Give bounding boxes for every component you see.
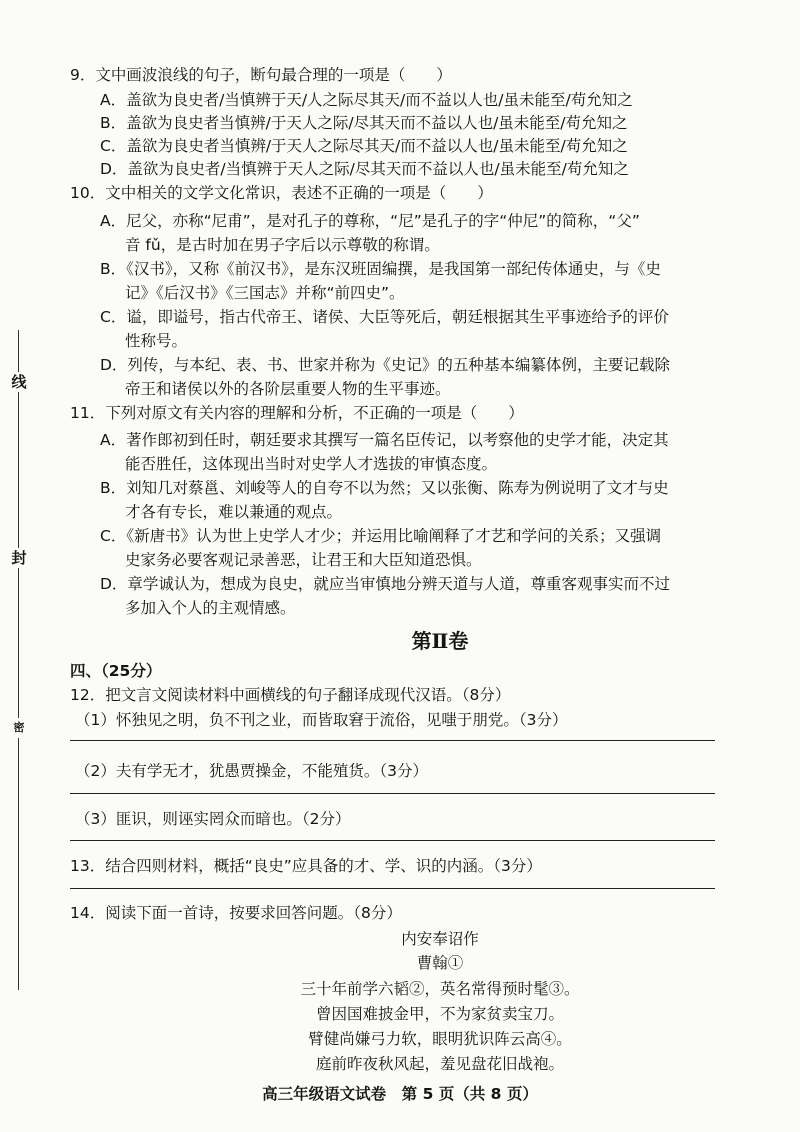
q10-option-d: D．列传，与本纪、表、书、世家并称为《史记》的五种基本编纂体例，主要记载除 <box>100 356 670 374</box>
binding-margin <box>0 0 60 1132</box>
binding-line <box>18 330 19 990</box>
q12-answer-line-3[interactable] <box>70 840 715 841</box>
q10-option-c-cont: 性称号。 <box>125 332 188 350</box>
page-footer: 高三年级语文试卷 第 5 页（共 8 页） <box>262 1085 538 1103</box>
poem-title: 内安奉诏作 <box>401 930 479 948</box>
q12-sentence-3: （3）匪识，则诬实罔众而暗也。（2分） <box>75 810 351 828</box>
q11-option-b-cont: 才各有专长，难以兼通的观点。 <box>125 503 343 521</box>
q12-sentence-1: （1）怀独见之明，负不刊之业，而皆取窘于流俗，见嗤于朋党。（3分） <box>75 711 568 729</box>
q9-stem: 9．文中画波浪线的句子，断句最合理的一项是（ ） <box>70 66 452 84</box>
q9-option-a: A．盖欲为良史者/当慎辨于天/人之际尽其天/而不益以人也/虽未能至/苟允知之 <box>100 91 633 109</box>
q12-sentence-2: （2）夫有学无才，犹愚贾操金，不能殖货。（3分） <box>75 762 428 780</box>
q10-option-d-cont: 帝王和诸侯以外的各阶层重要人物的生平事迹。 <box>125 380 451 398</box>
poem-line-2: 曾因国难披金甲，不为家贫卖宝刀。 <box>315 1005 564 1023</box>
q13-stem: 13．结合四则材料，概括“良史”应具备的才、学、识的内涵。（3分） <box>70 857 542 875</box>
q12-stem: 12．把文言文阅读材料中画横线的句子翻译成现代汉语。（8分） <box>70 686 511 704</box>
margin-mark-xian: 线 <box>9 372 29 392</box>
q10-stem: 10．文中相关的文学文化常识，表述不正确的一项是（ ） <box>70 184 493 202</box>
q10-option-a: A．尼父，亦称“尼甫”，是对孔子的尊称，“尼”是孔子的字“仲尼”的简称，“父” <box>100 212 640 230</box>
q9-option-b: B．盖欲为良史者当慎辨/于天人之际/尽其天而不益以人也/虽未能至/苟允知之 <box>100 114 628 132</box>
q11-option-d-cont: 多加入个人的主观情感。 <box>125 599 296 617</box>
q10-option-a-cont: 音 fǔ，是古时加在男子字后以示尊敬的称谓。 <box>125 236 440 254</box>
q14-stem: 14．阅读下面一首诗，按要求回答问题。（8分） <box>70 904 402 922</box>
q11-stem: 11．下列对原文有关内容的理解和分析，不正确的一项是（ ） <box>70 404 524 422</box>
q11-option-b: B．刘知几对蔡邕、刘峻等人的自夸不以为然；又以张衡、陈寿为例说明了文才与史 <box>100 479 669 497</box>
q11-option-c: C．《新唐书》认为世上史学人才少；并运用比喻阐释了才艺和学问的关系；又强调 <box>100 527 662 545</box>
q9-option-d: D．盖欲为良史者/当慎辨于天人之际/尽其天而不益以人也/虽未能至/苟允知之 <box>100 160 629 178</box>
q11-option-a: A．著作郎初到任时，朝廷要求其撰写一篇名臣传记，以考察他的史学才能，决定其 <box>100 431 669 449</box>
q9-option-c: C．盖欲为良史者当慎辨/于天人之际尽其天/而不益以人也/虽未能至/苟允知之 <box>100 137 628 155</box>
q11-option-d: D．章学诚认为，想成为良史，就应当审慎地分辨天道与人道，尊重客观事实而不过 <box>100 575 670 593</box>
q10-option-b: B．《汉书》，又称《前汉书》，是东汉班固编撰，是我国第一部纪传体通史，与《史 <box>100 260 661 278</box>
q10-option-c: C．谥，即谥号，指古代帝王、诸侯、大臣等死后，朝廷根据其生平事迹给予的评价 <box>100 308 669 326</box>
poem-line-4: 庭前昨夜秋风起，羞见盘花旧战袍。 <box>315 1055 564 1073</box>
section-title: 第Ⅱ卷 <box>411 629 469 653</box>
q12-answer-line-1[interactable] <box>70 740 715 741</box>
q12-answer-line-2[interactable] <box>70 793 715 794</box>
margin-mark-feng: 封 <box>9 548 29 568</box>
poem-author: 曹翰① <box>416 954 464 972</box>
q11-option-c-cont: 史家务必要客观记录善恶，让君王和大臣知道恐惧。 <box>125 551 482 569</box>
q10-option-b-cont: 记》《后汉书》《三国志》并称“前四史”。 <box>125 284 405 302</box>
margin-mark-mi: 密 <box>9 718 29 738</box>
poem-line-3: 臂健尚嫌弓力软，眼明犹识阵云高④。 <box>308 1030 572 1048</box>
poem-line-1: 三十年前学六韬②，英名常得预时髦③。 <box>300 980 580 998</box>
q11-option-a-cont: 能否胜任，这体现出当时对史学人才选拔的审慎态度。 <box>125 455 498 473</box>
q13-answer-line[interactable] <box>70 888 715 889</box>
part-four-heading: 四、（25分） <box>70 662 162 680</box>
